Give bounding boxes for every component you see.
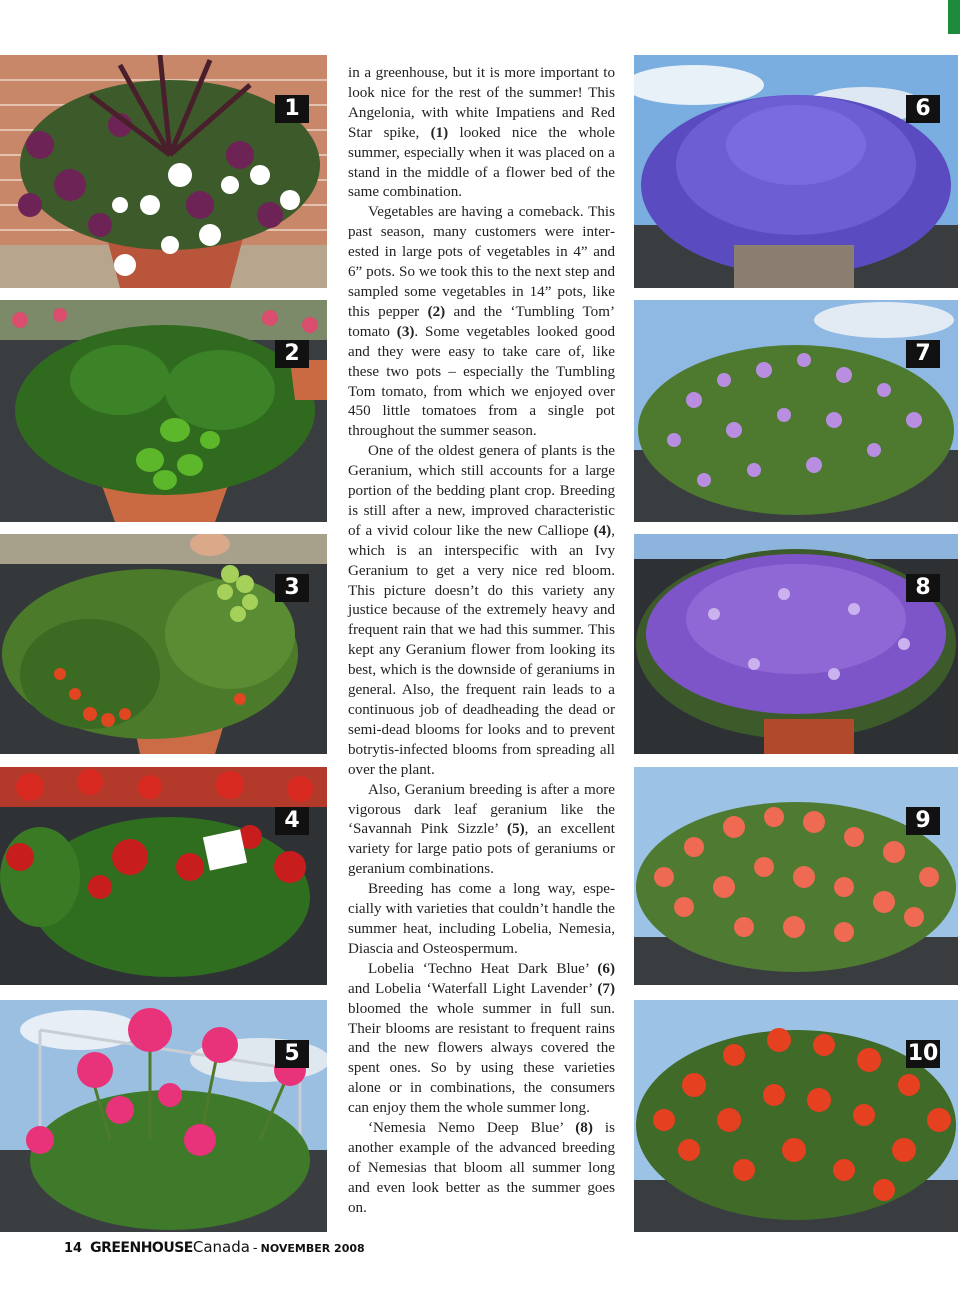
photo-1-angelonia-impatiens	[0, 55, 327, 288]
paragraph-3: One of the oldest genera of plants is the Geranium, which still accounts for a large portion of the bedding plant crop. Breeding is still after a new, improved characteristic of a vivid colour like the new Calliope (4), which is an interspecific with an Ivy Geranium to get a very nice red bloom. This picture doesn’t do this variety any justice because of the extremely heavy and frequent rain that we had this summer. This kept any Geranium flower from looking its best, which is the downside of geraniums in general. Also, the frequent rain leads to a continuous job of deadheading the dead or semi-dead blooms for looks and to prevent botrytis-infected blooms from spreading all over the plant.	[348, 443, 615, 778]
magazine-name-bold: GREENHOUSE	[90, 1240, 193, 1256]
paragraph-2: Vegetables are having a comeback. This past season, many customers were interested in large pots of vegetables in 4” and 6” pots. So we took this to the next step and sampled some vegetables in 14” pots, like this pepper (2) and the ‘Tumbling Tom’ tomato (3). Some vegetables looked good and they were easy to take care of, like these two pots – especially the Tumbling Tom tomato, from which we enjoyed over 450 little tomatoes from a single pot throughout the summer season.	[348, 204, 615, 440]
photo-number-badge: 2	[275, 340, 309, 368]
footer-separator: -	[252, 1241, 258, 1256]
photo-number-badge: 9	[906, 807, 940, 835]
article-body	[348, 64, 615, 1219]
photo-number-badge: 6	[906, 95, 940, 123]
photo-number-badge: 10	[907, 1041, 939, 1066]
photo-number-badge: 7	[906, 340, 940, 368]
photo-4-calliope-geranium	[0, 767, 327, 985]
photo-number-badge: 1	[275, 95, 309, 123]
photo-6-lobelia-techno-heat	[634, 55, 958, 288]
magazine-name-regular: Canada	[192, 1238, 250, 1256]
photo-ref: (5)	[507, 821, 525, 838]
photo-ref: (8)	[575, 1120, 593, 1137]
photo-ref: (2)	[427, 303, 446, 320]
issue-date: NOVEMBER 2008	[260, 1242, 365, 1255]
photo-8-nemesia-nemo	[634, 534, 958, 754]
photo-3-tumbling-tom-tomato	[0, 534, 327, 754]
photo-2-pepper-plant	[0, 300, 327, 522]
photo-7-lobelia-waterfall	[634, 300, 958, 522]
paragraph-6: Lobelia ‘Techno Heat Dark Blue’ (6) and Lobelia ‘Waterfall Light Lavender’ (7) bloomed the whole summer in full sun. Their blooms are resistant to frequent rains and the new flowers always covered the spent ones. So by using these varieties alone or in combinations, the consumers can enjoy them the whole summer long.	[348, 960, 615, 1117]
photo-5-savannah-pink-sizzle	[0, 1000, 327, 1232]
paragraph-5: Breeding has come a long way, especially with varieties that couldn’t handle the summer heat, including Lobelia, Nemesia, Diascia and Osteospermum.	[348, 881, 615, 957]
photo-number-badge: 3	[275, 574, 309, 602]
photo-number-badge: 4	[275, 807, 309, 835]
photo-9-salmon-flowers	[634, 767, 958, 985]
page-number: 14	[64, 1241, 83, 1256]
photo-number-badge: 8	[906, 574, 940, 602]
paragraph-1: in a greenhouse, but it is more important to look nice for the rest of the summer! This Angelonia, with white Impatiens and Red Star spike, (1) looked nice the whole summer, especially when it was placed on a stand in the middle of a flower bed of the same combination.	[348, 65, 615, 201]
photo-number-badge: 5	[275, 1040, 309, 1068]
section-color-tab	[948, 0, 960, 34]
photo-ref: (1)	[430, 124, 449, 141]
paragraph-4: Also, Geranium breeding is after a more vigorous dark leaf geranium like the ‘Savannah Pink Sizzle’ (5), an excellent variety for large patio pots of geraniums or geranium combinations.	[348, 781, 615, 878]
photo-ref: (6)	[597, 960, 615, 977]
paragraph-7: ‘Nemesia Nemo Deep Blue’ (8) is another example of the advanced breeding of Nemesias that bloom all summer long and even look better as the summer goes on.	[348, 1120, 615, 1216]
photo-ref: (7)	[597, 980, 615, 997]
photo-ref: (4)	[593, 522, 612, 539]
photo-10-red-orange-flowers	[634, 1000, 958, 1232]
page-footer	[64, 1238, 365, 1256]
photo-ref: (3)	[396, 323, 415, 340]
